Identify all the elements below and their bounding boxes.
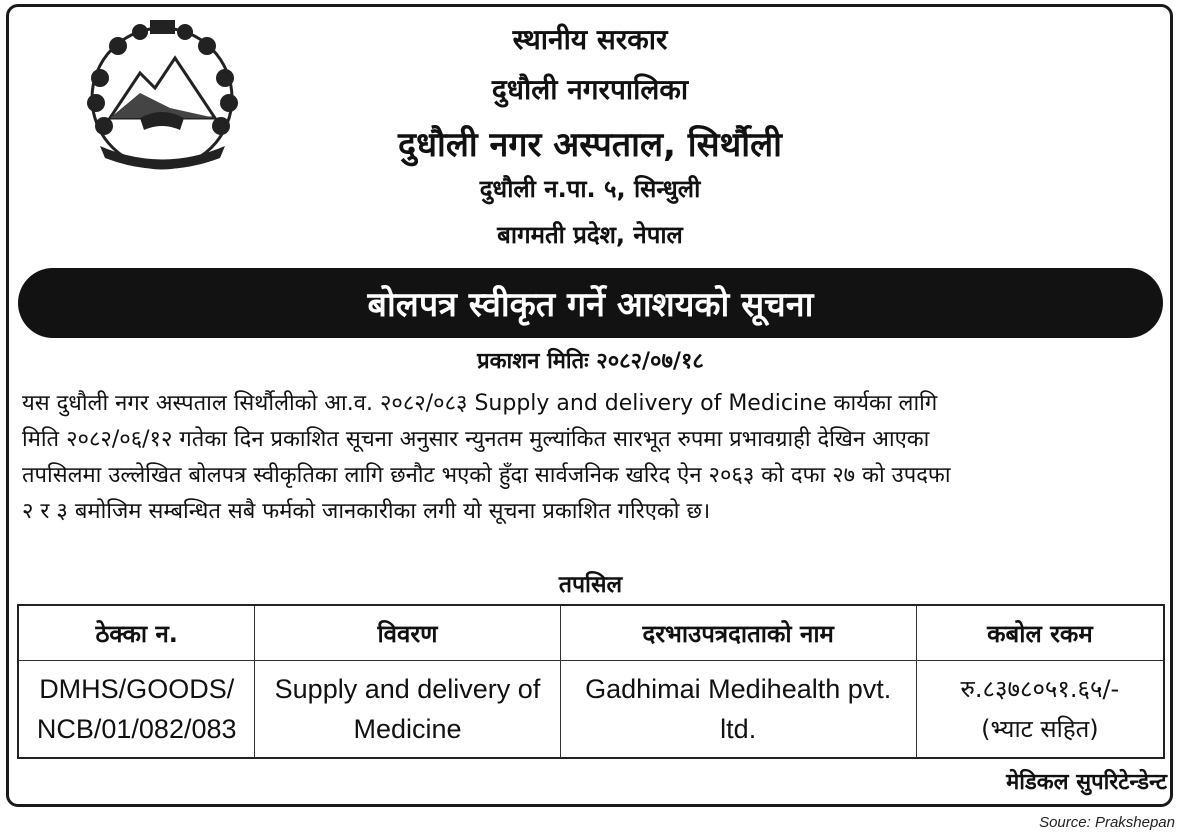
header-line-address: दुधौली न.पा. ५, सिन्धुली (479, 175, 701, 203)
notice-body (22, 386, 1162, 530)
amount-line: रु.८३७८०५१.६५/- (960, 675, 1120, 703)
description-line: Medicine (353, 714, 462, 744)
notice-title: बोलपत्र स्वीकृत गर्ने आशयको सूचना (367, 285, 814, 325)
tapsil-heading: तपसिल (558, 572, 623, 598)
cell-bid-amount (916, 661, 1164, 759)
header-line-municipality: दुधौली नगरपालिका (491, 73, 689, 106)
source-credit: Source: Prakshepan (1039, 814, 1175, 831)
contract-no-line: NCB/01/082/083 (36, 714, 237, 744)
bidder-line: ltd. (720, 714, 757, 744)
header-line-province: बागमती प्रदेश, नेपाल (497, 221, 683, 249)
body-line: मिति २०८२/०६/१२ गतेका दिन प्रकाशित सूचना अनुसार न्युनतम मुल्यांकित सारभूत रुपमा प्रभावग्राही देखिन आएका (22, 427, 930, 452)
body-line: तपसिलमा उल्लेखित बोलपत्र स्वीकृतिका लागि छनौट भएको हुँदा सार्वजनिक खरिद ऐन २०६३ को दफा २७ को उपदफा (22, 463, 951, 488)
header-description: विवरण (255, 605, 560, 661)
description-line: Supply and delivery of (274, 674, 541, 704)
body-line: यस दुधौली नगर अस्पताल सिर्थौलीको आ.व. २०८२/०८३ Supply and delivery of Medicine कार्यका लागि (22, 391, 938, 416)
contract-no-line: DMHS/GOODS/ (39, 674, 235, 704)
cell-bidder-name (560, 661, 916, 759)
body-line: २ र ३ बमोजिम सम्बन्धित सबै फर्मको जानकारीका लगी यो सूचना प्रकाशित गरिएको छ। (22, 499, 711, 524)
nepal-emblem-icon (80, 18, 245, 178)
cell-contract-no (18, 661, 255, 759)
notice-title-banner (18, 268, 1163, 338)
publication-date: प्रकाशन मितिः २०८२/०७/१८ (477, 349, 704, 374)
header-bidder-name: दरभाउपत्रदाताको नाम (560, 605, 916, 661)
table-header-row (18, 605, 1164, 661)
table-row (18, 661, 1164, 759)
header-bid-amount: कबोल रकम (916, 605, 1164, 661)
signature-medical-superintendent: मेडिकल सुपरिटेन्डेन्ट (1006, 770, 1167, 795)
header-line-local-government: स्थानीय सरकार (512, 23, 668, 56)
cell-description (255, 661, 560, 759)
header-line-hospital: दुधौली नगर अस्पताल, सिर्थौली (398, 125, 782, 165)
details-table (17, 604, 1165, 759)
header-contract-no: ठेक्का न. (18, 605, 255, 661)
bidder-line: Gadhimai Medihealth pvt. (585, 674, 892, 704)
amount-line: (भ्याट सहित) (981, 715, 1099, 743)
